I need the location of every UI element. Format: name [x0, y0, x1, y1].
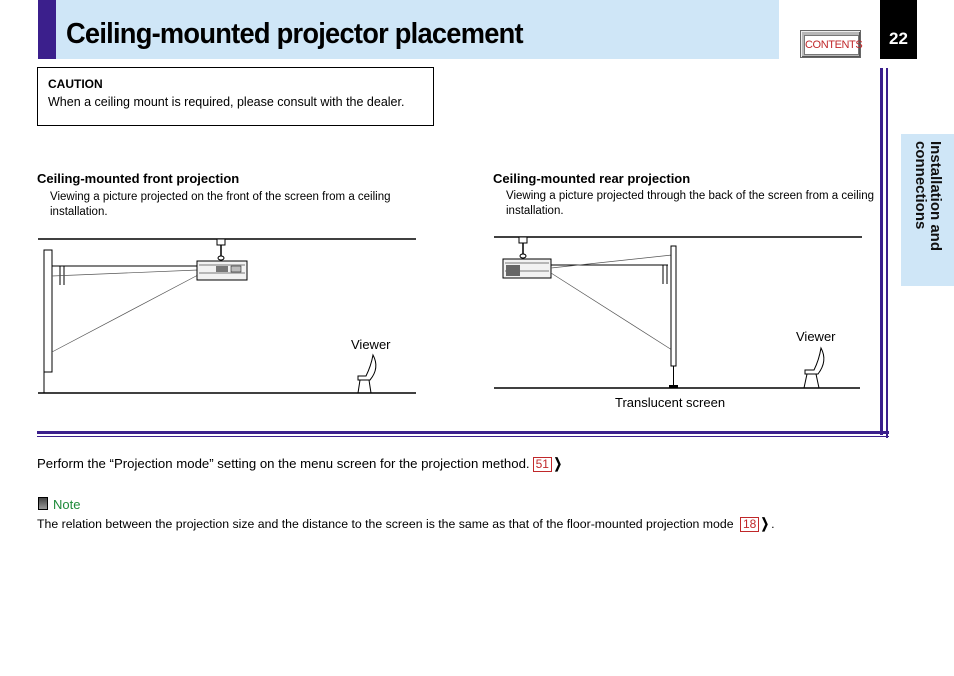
chevron-right-icon: ❯ — [553, 455, 562, 471]
note-icon — [38, 497, 48, 510]
chair-icon — [804, 348, 824, 388]
caution-text: When a ceiling mount is required, please consult with the dealer. — [48, 95, 405, 109]
front-projection-description: Viewing a picture projected on the front of the screen from a ceiling installation. — [50, 191, 391, 218]
note-label: Note — [53, 497, 81, 512]
rear-viewer-label: Viewer — [796, 329, 836, 344]
rear-projection-description: Viewing a picture projected through the back of the screen from a ceiling installation. — [506, 190, 874, 217]
front-viewer-label: Viewer — [351, 337, 391, 352]
section-divider — [37, 431, 889, 434]
contents-button-label: CONTENTS — [804, 35, 859, 55]
projection-mode-text: Perform the “Projection mode” setting on the menu screen for the projection method. — [37, 456, 530, 471]
page-title: Ceiling-mounted projector placement — [66, 18, 523, 50]
front-projection-heading: Ceiling-mounted front projection — [37, 171, 240, 186]
page-number: 22 — [889, 29, 908, 48]
caution-heading: CAUTION — [48, 77, 103, 91]
sidebar-tab-label: Installation and connections — [912, 141, 944, 252]
rear-projection-heading: Ceiling-mounted rear projection — [493, 171, 691, 186]
projection-mode-instruction — [37, 455, 564, 472]
section-divider — [37, 436, 889, 437]
page-ref-link-51[interactable]: 51 — [533, 457, 552, 472]
projector-icon — [503, 259, 551, 278]
note-text — [37, 515, 775, 532]
chevron-right-icon: ❯ — [761, 515, 770, 531]
page-ref-link-18[interactable]: 18 — [740, 517, 759, 532]
note-body: The relation between the projection size and the distance to the screen is the same as that of the floor-mounted projection mode — [37, 517, 734, 531]
note-suffix: . — [771, 517, 775, 531]
translucent-screen-label: Translucent screen — [615, 395, 726, 410]
